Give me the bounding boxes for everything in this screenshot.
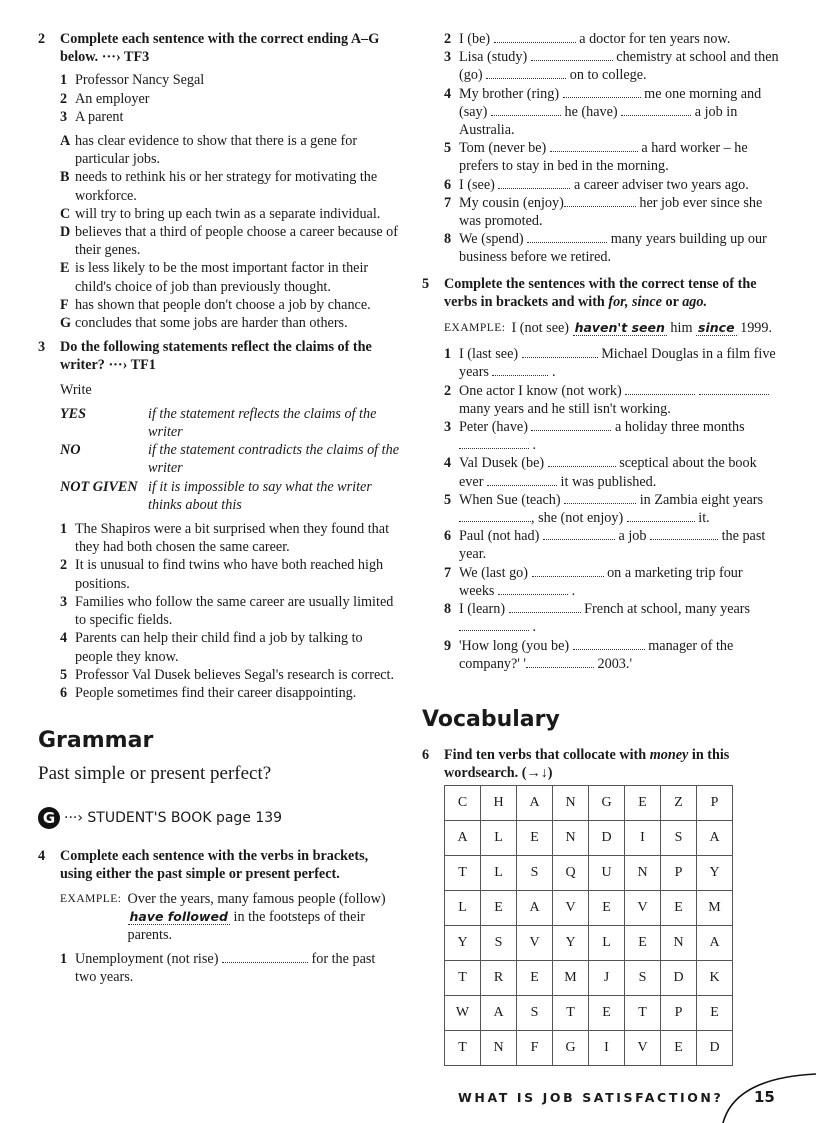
grid-cell[interactable]: E [625, 926, 661, 961]
grid-cell[interactable]: I [589, 1031, 625, 1066]
grid-cell[interactable]: L [481, 856, 517, 891]
wordsearch-grid [444, 785, 733, 1066]
grid-cell[interactable]: W [445, 996, 481, 1031]
grid-cell[interactable]: S [481, 926, 517, 961]
q5-heading: 5 Complete the sentences with the correct tense of the verbs in brackets and with for, since or ago. [422, 275, 757, 310]
answer-blank[interactable] [487, 474, 557, 486]
example-label: EXAMPLE: [444, 322, 506, 335]
grid-cell[interactable]: E [517, 961, 553, 996]
answer-blank[interactable] [573, 638, 645, 650]
example-answer: haven't seen [574, 320, 665, 336]
grid-cell[interactable]: Q [553, 856, 589, 891]
list-item: 5 When Sue (teach) in Zambia eight years , she (not enjoy) it. [444, 491, 764, 527]
grammar-title: Grammar [38, 728, 154, 754]
grid-cell[interactable]: T [445, 961, 481, 996]
grid-cell[interactable]: A [517, 891, 553, 926]
grid-row [445, 856, 733, 891]
list-item: 3 A parent [60, 108, 124, 125]
list-item: D believes that a third of people choose a career because of their genes. [60, 224, 399, 259]
list-item: B needs to rethink his or her strategy for motivating the workforce. [60, 169, 378, 204]
list-item: 7 My cousin (enjoy) her job ever since she was promoted. [444, 194, 763, 230]
q3-key [60, 381, 400, 514]
answer-blank[interactable] [492, 364, 548, 376]
list-item: 7 We (last go) on a marketing trip four weeks . [444, 564, 743, 599]
answer-blank[interactable] [563, 86, 641, 98]
grid-row [445, 891, 733, 926]
q3-statements [60, 520, 400, 702]
answer-blank[interactable] [527, 231, 607, 243]
grid-cell[interactable]: E [589, 891, 625, 926]
example-text: Over the years, many famous people (follow) [127, 890, 386, 907]
q4-items-right [444, 30, 780, 267]
q5-number: 5 [422, 275, 430, 292]
q5-instruction: Complete the sentences with the correct tense of the verbs in brackets and with [444, 275, 757, 310]
grid-cell[interactable]: Y [553, 926, 589, 961]
list-item: 6 I (see) a career adviser two years ago. [444, 176, 749, 193]
list-item: 1 The Shapiros were a bit surprised when they found that they had both chosen the same career. [60, 521, 390, 556]
grid-cell[interactable]: S [517, 996, 553, 1031]
grid-cell[interactable]: F [517, 1031, 553, 1066]
grid-cell[interactable]: H [481, 786, 517, 821]
example-answer: have followed [129, 908, 228, 924]
grid-cell[interactable]: E [481, 891, 517, 926]
answer-blank[interactable] [486, 67, 566, 79]
list-item: 2 It is unusual to find twins who have both reached high positions. [60, 557, 384, 592]
answer-blank[interactable] [531, 419, 611, 431]
list-item: 1 I (last see) Michael Douglas in a film five years . [444, 346, 776, 381]
q2-instruction: Complete each sentence with the correct ending A–G below. ···› TF3 [60, 31, 380, 66]
list-item: 2 An employer [60, 90, 150, 107]
answer-blank[interactable] [526, 656, 594, 668]
answer-blank[interactable] [522, 346, 598, 358]
grid-cell[interactable]: Y [445, 926, 481, 961]
grid-cell[interactable]: L [445, 891, 481, 926]
grid-cell[interactable]: T [625, 996, 661, 1031]
list-item: 4 Parents can help their child find a job by talking to people they know. [60, 630, 363, 665]
grid-cell[interactable]: P [661, 996, 697, 1031]
left-column [38, 30, 400, 987]
grid-cell[interactable]: S [625, 961, 661, 996]
list-item: 6 People sometimes find their career disappointing. [60, 684, 357, 701]
answer-blank[interactable] [491, 104, 561, 116]
list-item: 3 Families who follow the same career are usually limited to specific fields. [60, 593, 394, 629]
grid-row [445, 926, 733, 961]
answer-blank[interactable] [550, 140, 638, 152]
list-item: 3 Peter (have) a holiday three months . [444, 419, 745, 454]
grid-cell[interactable]: N [553, 786, 589, 821]
grid-cell[interactable]: S [517, 856, 553, 891]
list-item: 5 Professor Val Dusek believes Segal's research is correct. [60, 666, 395, 683]
students-book-ref [38, 807, 400, 829]
grid-cell[interactable]: N [625, 856, 661, 891]
grid-cell[interactable]: N [553, 821, 589, 856]
grid-cell[interactable]: N [481, 1031, 517, 1066]
answer-blank[interactable] [625, 383, 695, 395]
example-text: in the footsteps of their parents. [127, 908, 366, 943]
answer-blank[interactable] [459, 437, 529, 449]
answer-blank[interactable] [621, 104, 691, 116]
grid-row [445, 1031, 733, 1066]
q6-heading: 6 Find ten verbs that collocate with money in this wordsearch. (→↓) [422, 746, 730, 782]
grid-cell[interactable]: G [553, 1031, 589, 1066]
answer-blank[interactable] [498, 177, 570, 189]
definition-row: NOT GIVEN if it is impossible to say what the writer thinks about this [60, 478, 372, 513]
grid-row [445, 996, 733, 1031]
grid-cell[interactable]: A [517, 786, 553, 821]
grid-cell[interactable]: V [517, 926, 553, 961]
answer-blank[interactable] [543, 528, 615, 540]
grid-cell[interactable]: V [553, 891, 589, 926]
grid-row [445, 821, 733, 856]
grid-cell[interactable]: D [697, 1031, 733, 1066]
page-number: 15 [754, 1088, 775, 1106]
grid-cell[interactable]: D [661, 961, 697, 996]
q6-instruction: Find ten verbs that collocate with [444, 746, 647, 763]
grid-cell[interactable]: R [481, 961, 517, 996]
grid-cell[interactable]: U [589, 856, 625, 891]
q4-instruction: Complete each sentence with the verbs in brackets, using either the past simple or present perfect. [60, 848, 369, 883]
students-book-ref-text: ···› STUDENT'S BOOK page 139 [64, 810, 283, 827]
grid-cell[interactable]: E [589, 996, 625, 1031]
list-item: 6 Paul (not had) a job the past year. [444, 528, 766, 563]
q2-endings [60, 132, 400, 332]
q5-items [444, 345, 780, 673]
footer-title: WHAT IS JOB SATISFACTION? [458, 1090, 724, 1105]
q3-instruction: Do the following statements reflect the claims of the writer? ···› TF1 [60, 339, 372, 374]
grid-row [445, 961, 733, 996]
grid-cell[interactable]: M [697, 891, 733, 926]
answer-blank[interactable] [531, 49, 613, 61]
grid-cell[interactable]: T [445, 1031, 481, 1066]
grid-cell[interactable]: A [445, 821, 481, 856]
list-item: 8 We (spend) many years building up our business before we retired. [444, 231, 767, 266]
list-item: 1 Professor Nancy Segal [60, 72, 205, 89]
list-item: 2 One actor I know (not work) many years and he still isn't working. [444, 382, 780, 418]
grid-cell[interactable]: A [697, 926, 733, 961]
list-item: G concludes that some jobs are harder than others. [60, 315, 348, 332]
answer-blank[interactable] [650, 528, 718, 540]
grid-cell[interactable]: D [589, 821, 625, 856]
grid-cell[interactable]: E [517, 821, 553, 856]
answer-blank[interactable] [509, 601, 581, 613]
grid-cell[interactable]: A [697, 821, 733, 856]
write-label: Write [60, 381, 92, 398]
grid-cell[interactable]: L [481, 821, 517, 856]
answer-blank[interactable] [459, 619, 529, 631]
grid-cell[interactable]: G [589, 786, 625, 821]
grid-cell[interactable]: P [697, 786, 733, 821]
list-item: F has shown that people don't choose a job by chance. [60, 296, 371, 313]
example-answer: since [698, 320, 735, 336]
grid-cell[interactable]: P [661, 856, 697, 891]
list-item: C will try to bring up each twin as a separate individual. [60, 205, 381, 222]
grid-cell[interactable]: M [553, 961, 589, 996]
answer-blank[interactable] [222, 951, 308, 963]
answer-blank[interactable] [459, 510, 531, 522]
answer-blank[interactable] [498, 583, 568, 595]
answer-blank[interactable] [532, 565, 604, 577]
grammar-badge-icon: G [38, 807, 60, 829]
list-item: 9 'How long (you be) manager of the company?' ' 2003.' [444, 637, 734, 672]
grid-cell[interactable]: C [445, 786, 481, 821]
definition-row: YES if the statement reflects the claims of the writer [60, 405, 377, 441]
q3-number: 3 [38, 339, 46, 356]
q4-items-left [60, 950, 400, 986]
grid-cell[interactable]: E [661, 891, 697, 926]
grid-cell[interactable]: A [481, 996, 517, 1031]
list-item: 1 Unemployment (not rise) for the past two years. [60, 951, 376, 986]
grid-cell[interactable]: E [661, 1031, 697, 1066]
grid-cell[interactable]: Z [661, 786, 697, 821]
answer-blank[interactable] [564, 195, 636, 207]
grid-cell[interactable]: T [553, 996, 589, 1031]
example-label: EXAMPLE: [60, 892, 122, 905]
q6-number: 6 [422, 746, 430, 763]
list-item: 4 My brother (ring) me one morning and (say) he (have) a job in Australia. [444, 85, 762, 139]
q3-heading [38, 338, 400, 374]
list-item: A has clear evidence to show that there is a gene for particular jobs. [60, 133, 358, 168]
grid-row [445, 786, 733, 821]
right-column [422, 30, 780, 782]
q5-example: EXAMPLE: I (not see) haven't seen him since 1999. [444, 320, 773, 337]
grid-cell[interactable]: K [697, 961, 733, 996]
grid-cell[interactable]: T [445, 856, 481, 891]
grid-cell[interactable]: Y [697, 856, 733, 891]
grid-cell[interactable]: S [661, 821, 697, 856]
vocabulary-title: Vocabulary [422, 706, 560, 732]
answer-blank[interactable] [548, 455, 616, 467]
q4-heading [38, 847, 400, 883]
list-item: 2 I (be) a doctor for ten years now. [444, 31, 731, 47]
grid-cell[interactable]: E [625, 786, 661, 821]
grid-cell[interactable]: I [625, 821, 661, 856]
grid-cell[interactable]: V [625, 1031, 661, 1066]
definition-row: NO if the statement contradicts the claims of the writer [60, 442, 399, 477]
answer-blank[interactable] [564, 492, 636, 504]
list-item: 5 Tom (never be) a hard worker – he prefers to stay in bed in the morning. [444, 140, 748, 175]
list-item: 4 Val Dusek (be) sceptical about the book ever it was published. [444, 455, 757, 490]
grid-cell[interactable]: E [697, 996, 733, 1031]
answer-blank[interactable] [627, 510, 695, 522]
answer-blank[interactable] [494, 31, 576, 43]
answer-blank[interactable] [699, 383, 769, 395]
grid-cell[interactable]: V [625, 891, 661, 926]
q2-stems [60, 71, 400, 126]
q4-example [60, 890, 400, 945]
list-item: 8 I (learn) French at school, many years . [444, 601, 751, 636]
grid-cell[interactable]: L [589, 926, 625, 961]
grid-cell[interactable]: N [661, 926, 697, 961]
list-item: E is less likely to be the most important factor in their child's choice of job than previously thought. [60, 260, 369, 295]
q4-number: 4 [38, 848, 46, 865]
q2-number: 2 [38, 31, 46, 47]
q2-heading [38, 30, 400, 66]
grammar-subtitle: Past simple or present perfect? [38, 763, 272, 785]
grid-cell[interactable]: J [589, 961, 625, 996]
list-item: 3 Lisa (study) chemistry at school and then (go) on to college. [444, 49, 779, 84]
